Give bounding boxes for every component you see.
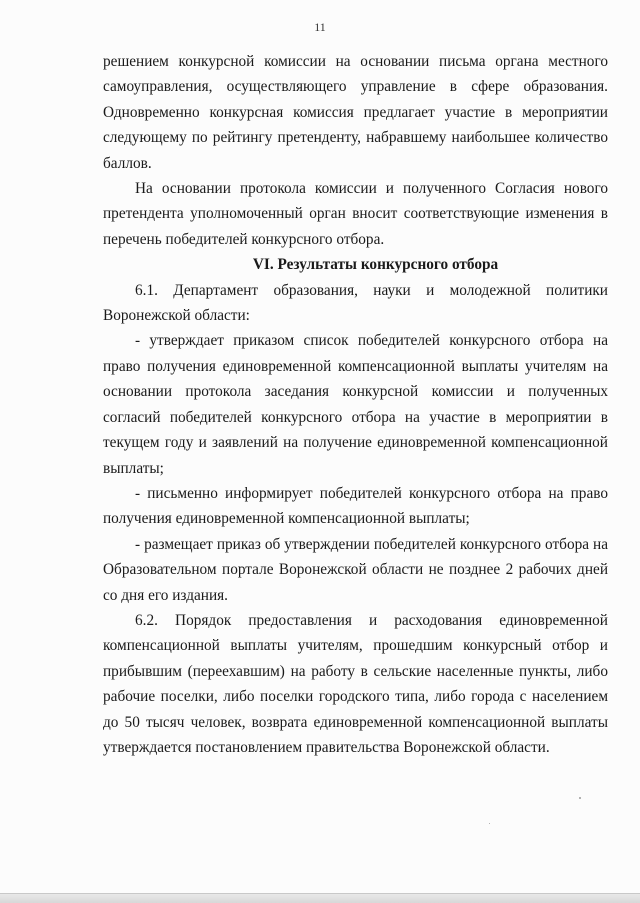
paragraph-6-1: 6.1. Департамент образования, науки и молодежной политики Воронежской области: [103, 281, 608, 325]
paragraph-continuation: решением конкурсной комиссии на основании письма органа местного самоуправления, осуществляющего управление в сфере образования. Одновременно конкурсная комиссия предлагает участие в мероприятии следующему по рейтингу претенденту, набравшему наибольшее количество баллов. [103, 53, 608, 172]
scan-speck [579, 797, 581, 799]
list-item-informs: - письменно информирует победителей конкурсного отбора на право получения единовременной компенсационной выплаты; [103, 484, 608, 528]
section-heading: VI. Результаты конкурсного отбора [252, 256, 499, 274]
scan-bottom-edge [0, 893, 640, 903]
paragraph-6-2: 6.2. Порядок предоставления и расходования единовременной компенсационной выплаты учителям, прошедшим конкурсный отбор и прибывшим (переехавшим) на работу в сельские населенные пункты, либо рабочие поселки, либо поселки городского типа, либо города с населением до 50 тысяч человек, возврата единовременной компенсационной выплаты утверждается постановлением правительства Воронежской области. [103, 611, 608, 756]
list-item-approves: - утверждает приказом список победителей конкурсного отбора на право получения единовременной компенсационной выплаты учителям на основании протокола заседания конкурсной комиссии и полученных согласий победителей конкурсного отбора на участие в мероприятии в текущем году и заявлений на получение единовременной компенсационной выплаты; [103, 332, 608, 477]
scan-speck [489, 823, 490, 824]
document-body [103, 49, 608, 760]
paragraph-protocol: На основании протокола комиссии и полученного Согласия нового претендента уполномоченный орган вносит соответствующие изменения в перечень победителей конкурсного отбора. [103, 180, 608, 248]
page-number: 11 [314, 20, 326, 34]
list-item-publishes: - размещает приказ об утверждении победителей конкурсного отбора на Образовательном портале Воронежской области не позднее 2 рабочих дней со дня его издания. [103, 535, 608, 604]
